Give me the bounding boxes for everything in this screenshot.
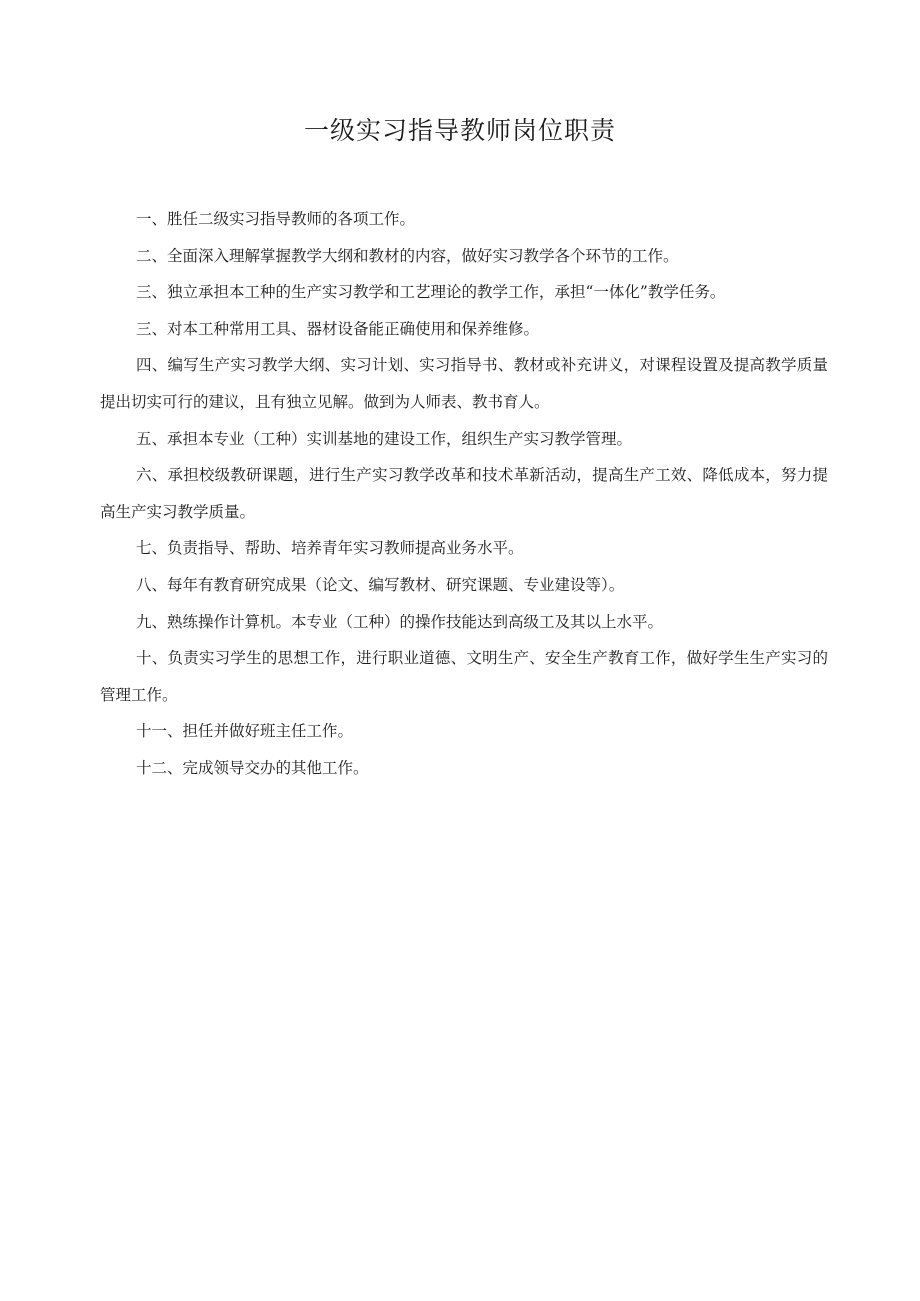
duty-item-7: 六、承担校级教研课题，进行生产实习教学改革和技术革新活动，提高生产工效、降低成本，努力提高生产实习教学质量。 xyxy=(100,466,828,521)
duty-item-13: 十二、完成领导交办的其他工作。 xyxy=(136,758,369,777)
duty-item-6: 五、承担本专业（工种）实训基地的建设工作，组织生产实习教学管理。 xyxy=(136,429,633,448)
duty-item-4: 三、对本工种常用工具、器材设备能正确使用和保养维修。 xyxy=(136,319,540,338)
duty-item-8: 七、负责指导、帮助、培养青年实习教师提高业务水平。 xyxy=(136,539,524,558)
document-title: 一级实习指导教师岗位职责 xyxy=(303,116,616,145)
duty-item-12: 十一、担任并做好班主任工作。 xyxy=(136,722,354,741)
duty-item-1: 一、胜任二级实习指导教师的各项工作。 xyxy=(136,210,416,228)
duty-item-2: 二、全面深入理解掌握教学大纲和教材的内容，做好实习教学各个环节的工作。 xyxy=(136,246,679,265)
duty-item-9: 八、每年有教育研究成果（论文、编写教材、研究课题、专业建设等）。 xyxy=(136,575,625,594)
duty-item-5: 四、编写生产实习教学大纲、实习计划、实习指导书、教材或补充讲义，对课程设置及提高教学质量提出切实可行的建议，且有独立见解。做到为人师表、教书育人。 xyxy=(100,356,828,411)
duty-list xyxy=(100,201,828,787)
duty-item-10: 九、熟练操作计算机。本专业（工种）的操作技能达到高级工及其以上水平。 xyxy=(136,612,664,631)
duty-item-3: 三、独立承担本工种的生产实习教学和工艺理论的教学工作，承担“一体化”教学任务。 xyxy=(136,283,726,302)
duty-item-11: 十、负责实习学生的思想工作，进行职业道德、文明生产、安全生产教育工作，做好学生生产实习的管理工作。 xyxy=(100,649,828,704)
